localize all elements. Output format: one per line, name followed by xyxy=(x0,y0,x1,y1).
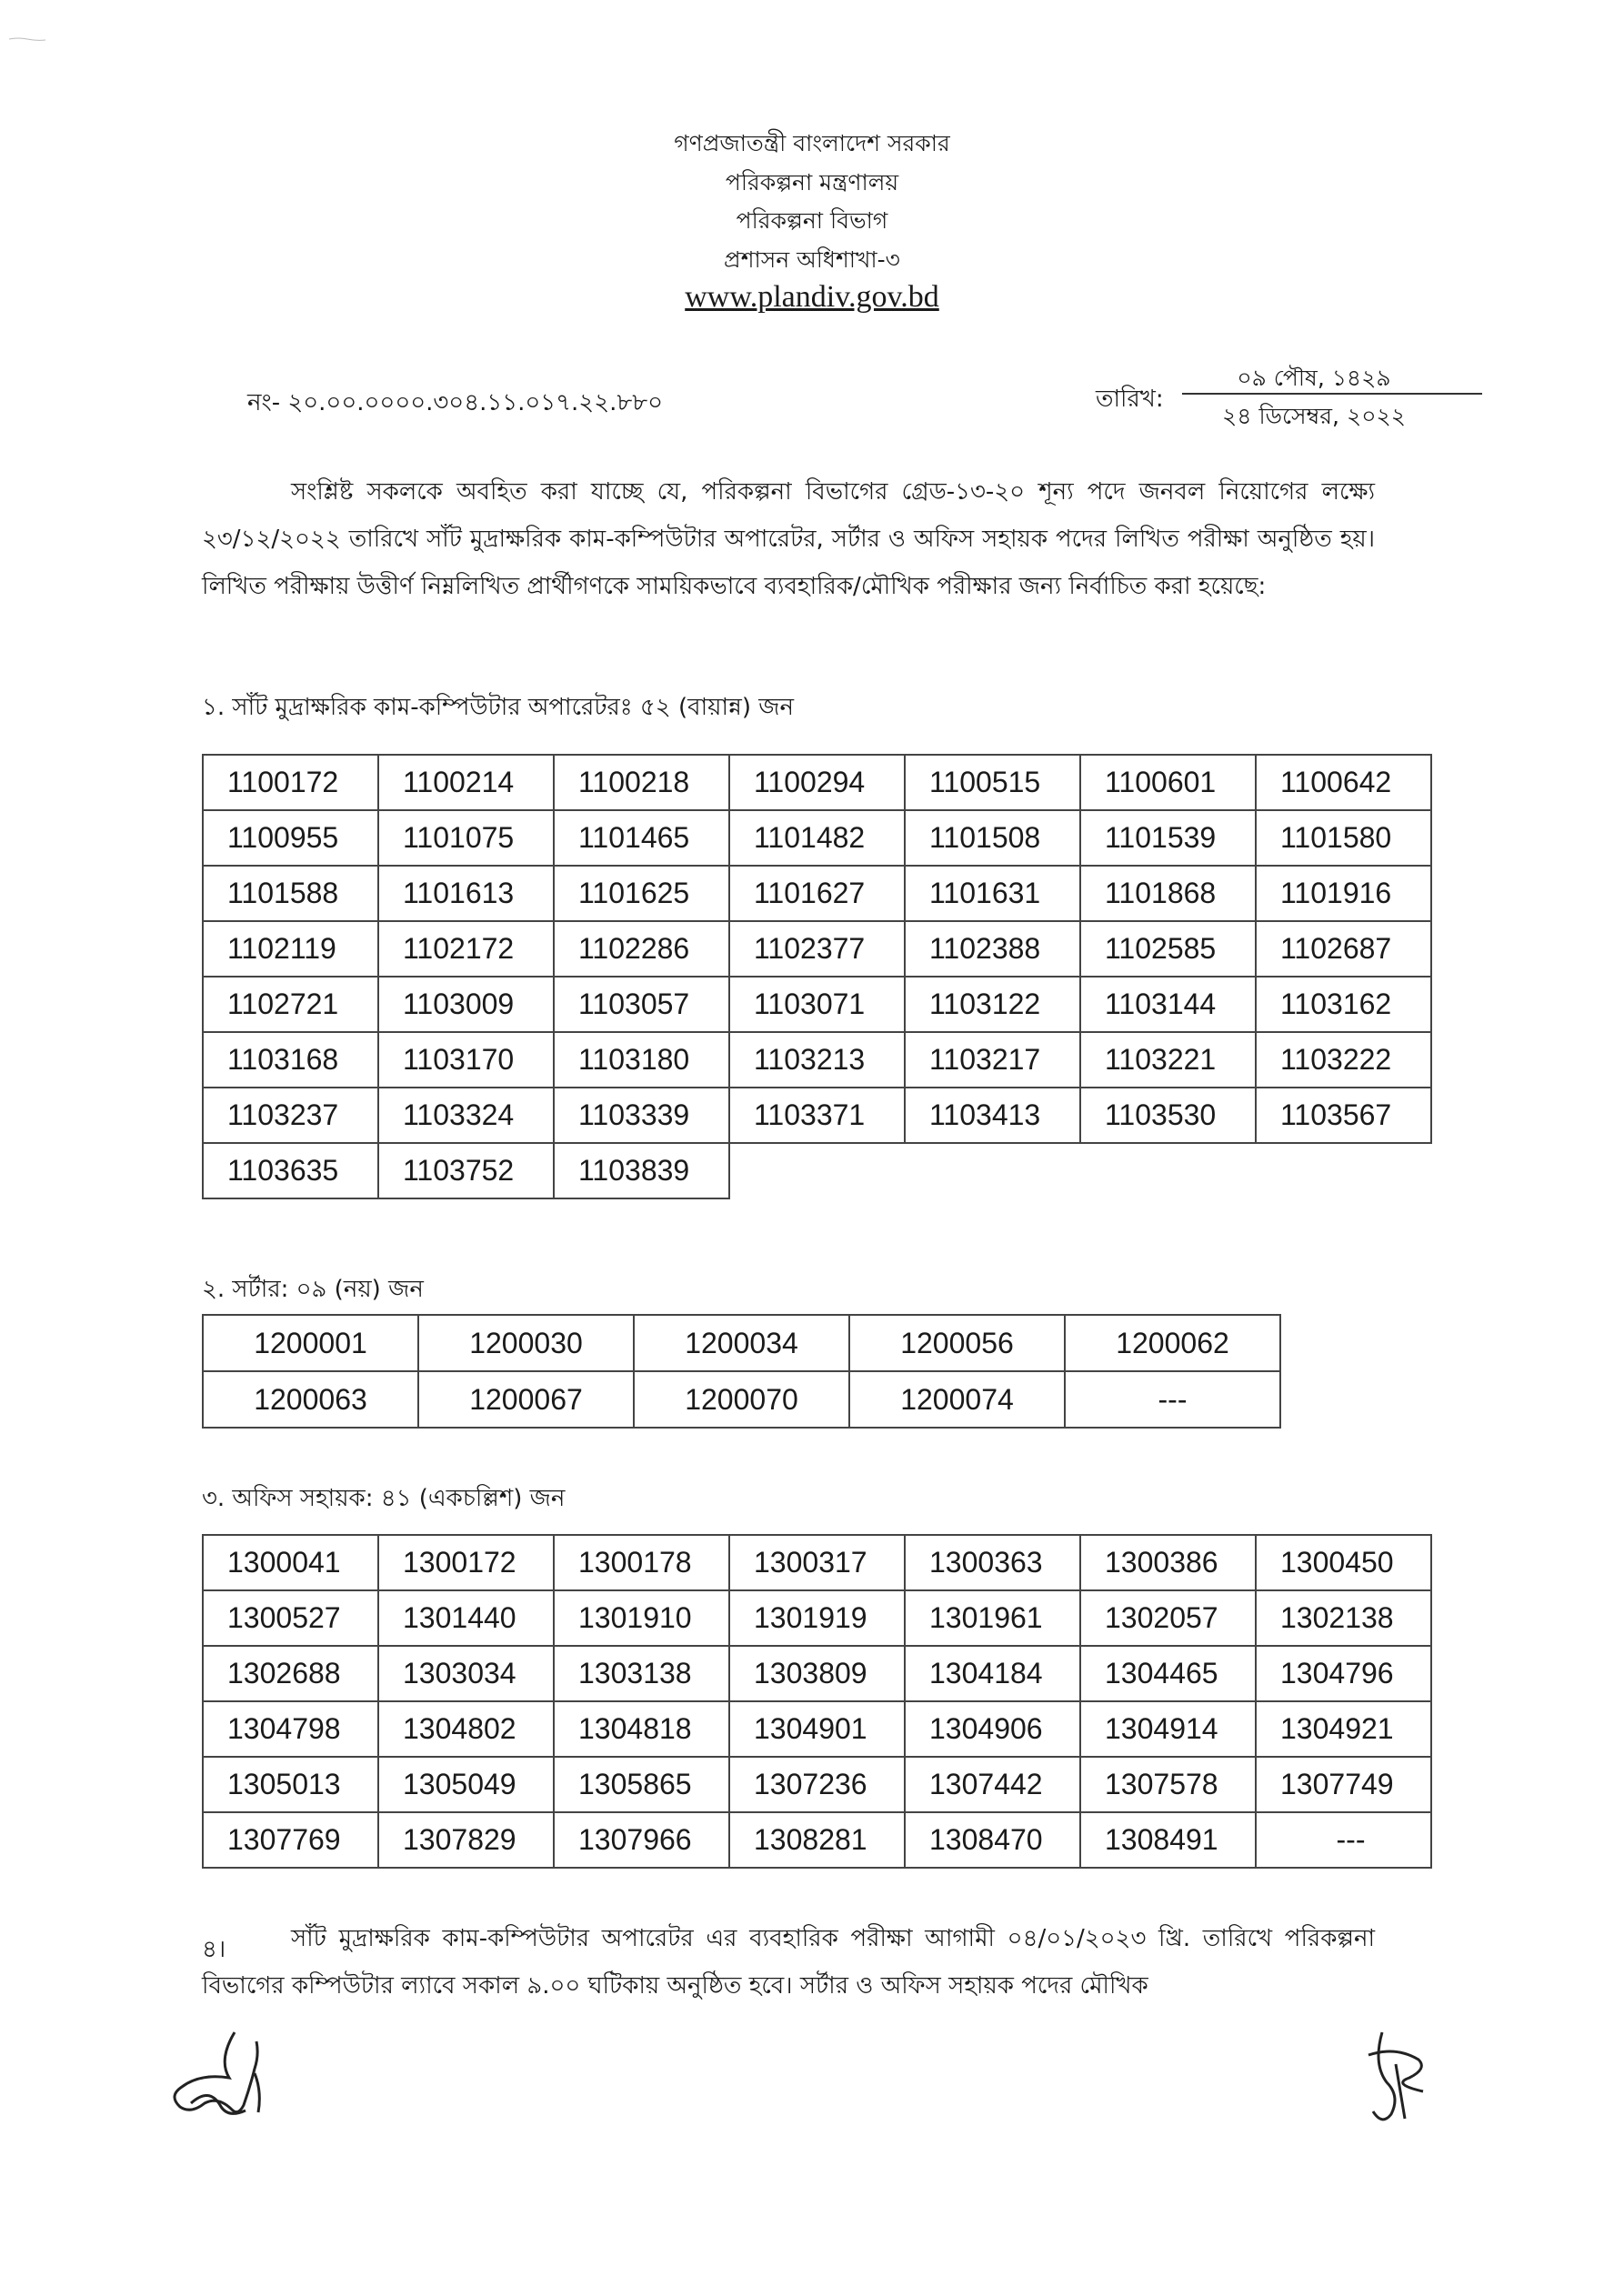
roll-number-cell: 1200074 xyxy=(849,1371,1065,1428)
roll-number-cell: 1200034 xyxy=(634,1315,849,1371)
roll-number-cell: 1103144 xyxy=(1080,977,1256,1032)
header-ministry: পরিকল্পনা মন্ত্রণালয় xyxy=(725,169,899,196)
roll-number-cell: 1101075 xyxy=(378,810,554,866)
roll-number-cell: 1302688 xyxy=(203,1646,378,1701)
roll-number-cell: 1103371 xyxy=(729,1088,905,1143)
roll-number-cell: 1300386 xyxy=(1080,1535,1256,1590)
roll-number-cell: 1304798 xyxy=(203,1701,378,1757)
header-division: পরিকল্পনা বিভাগ xyxy=(736,207,888,234)
header-government: গণপ্রজাতন্ত্রী বাংলাদেশ সরকার xyxy=(674,130,950,156)
roll-number-cell: 1103752 xyxy=(378,1143,554,1198)
roll-number-cell: 1300172 xyxy=(378,1535,554,1590)
roll-number-cell: 1102119 xyxy=(203,921,378,977)
roll-number-cell: 1103339 xyxy=(554,1088,729,1143)
roll-number-cell: 1303034 xyxy=(378,1646,554,1701)
roll-number-cell: 1304921 xyxy=(1256,1701,1431,1757)
note4-text: সাঁট মুদ্রাক্ষরিক কাম-কম্পিউটার অপারেটর এর ব্যবহারিক পরীক্ষা আগামী ০৪/০১/২০২৩ খ্রি. তারিখে পরিকল্পনা বিভাগের কম্পিউটার ল্যাবে সকাল ৯.০০ ঘটিকায় অনুষ্ঠিত হবে। সর্টার ও অফিস সহায়ক পদের মৌখিক xyxy=(202,1925,1375,2000)
roll-number-cell: 1103122 xyxy=(905,977,1080,1032)
roll-number-cell: 1300041 xyxy=(203,1535,378,1590)
roll-number-cell: 1103071 xyxy=(729,977,905,1032)
roll-number-cell: 1103567 xyxy=(1256,1088,1431,1143)
signature-left xyxy=(164,2023,282,2128)
roll-number-cell: 1103635 xyxy=(203,1143,378,1198)
roll-number-cell: 1102377 xyxy=(729,921,905,977)
roll-number-cell: 1103213 xyxy=(729,1032,905,1088)
roll-number-cell: 1101631 xyxy=(905,866,1080,921)
roll-number-cell: 1100601 xyxy=(1080,755,1256,810)
roll-number-cell: 1200067 xyxy=(418,1371,634,1428)
header-branch: প্রশাসন অধিশাখা-৩ xyxy=(724,246,900,273)
roll-number-cell: 1307578 xyxy=(1080,1757,1256,1812)
roll-number-cell: 1101482 xyxy=(729,810,905,866)
roll-number-cell: 1103324 xyxy=(378,1088,554,1143)
table-row xyxy=(203,1315,1280,1371)
roll-number-cell: 1200070 xyxy=(634,1371,849,1428)
roll-number-cell: 1307829 xyxy=(378,1812,554,1868)
roll-number-cell: 1200030 xyxy=(418,1315,634,1371)
roll-number-cell: 1308281 xyxy=(729,1812,905,1868)
roll-number-cell: 1304184 xyxy=(905,1646,1080,1701)
roll-number-cell: 1307749 xyxy=(1256,1757,1431,1812)
roll-number-cell: 1100642 xyxy=(1256,755,1431,810)
roll-number-cell: 1103009 xyxy=(378,977,554,1032)
roll-number-cell: 1307966 xyxy=(554,1812,729,1868)
roll-number-cell: 1102388 xyxy=(905,921,1080,977)
table-row xyxy=(203,1088,1431,1143)
intro-paragraph: সংশ্লিষ্ট সকলকে অবহিত করা যাচ্ছে যে, পরিকল্পনা বিভাগের গ্রেড-১৩-২০ শূন্য পদে জনবল নিয়োগের লক্ষ্যে ২৩/১২/২০২২ তারিখে সাঁট মুদ্রাক্ষরিক কাম-কম্পিউটার অপারেটর, সর্টার ও অফিস সহায়ক পদের লিখিত পরীক্ষা অনুষ্ঠিত হয়। লিখিত পরীক্ষায় উত্তীর্ণ নিম্নলিখিত প্রার্থীগণকে সাময়িকভাবে ব্যবহারিক/মৌখিক পরীক্ষার জন্য নির্বাচিত করা হয়েছে: xyxy=(202,478,1375,600)
roll-number-cell: 1101625 xyxy=(554,866,729,921)
section3-heading: ৩. অফিস সহায়ক: ৪১ (একচল্লিশ) জন xyxy=(202,1485,566,1512)
memo-number: নং- ২০.০০.০০০০.৩০৪.১১.০১৭.২২.৮৮০ xyxy=(247,389,664,416)
section2-heading: ২. সর্টার: ০৯ (নয়) জন xyxy=(202,1276,424,1303)
roll-number-cell: 1200063 xyxy=(203,1371,418,1428)
roll-number-cell: 1101580 xyxy=(1256,810,1431,866)
table-row xyxy=(203,977,1431,1032)
roll-number-cell: 1103839 xyxy=(554,1143,729,1198)
signature-right xyxy=(1355,2028,1437,2128)
roll-number-cell: 1103180 xyxy=(554,1032,729,1088)
roll-number-cell: 1102721 xyxy=(203,977,378,1032)
roll-number-cell: 1100172 xyxy=(203,755,378,810)
roll-number-cell: 1300178 xyxy=(554,1535,729,1590)
table-row xyxy=(203,921,1431,977)
roll-number-cell: 1301910 xyxy=(554,1590,729,1646)
roll-number-cell: 1101539 xyxy=(1080,810,1256,866)
roll-number-cell: 1300363 xyxy=(905,1535,1080,1590)
note4-number: ৪। xyxy=(202,1936,226,1963)
roll-number-cell: 1101588 xyxy=(203,866,378,921)
roll-number-cell: 1103170 xyxy=(378,1032,554,1088)
date-divider xyxy=(1182,393,1482,395)
header-website[interactable]: www.plandiv.gov.bd xyxy=(685,280,939,314)
table-row xyxy=(203,1032,1431,1088)
roll-number-cell: 1100294 xyxy=(729,755,905,810)
roll-number-cell: --- xyxy=(1065,1371,1280,1428)
roll-number-cell: 1102172 xyxy=(378,921,554,977)
date-english: ২৪ ডিসেম্বর, ২০২২ xyxy=(1222,403,1406,429)
roll-number-cell: 1308470 xyxy=(905,1812,1080,1868)
section3-table xyxy=(202,1534,1432,1869)
roll-number-cell: 1308491 xyxy=(1080,1812,1256,1868)
roll-number-cell: 1102687 xyxy=(1256,921,1431,977)
table-row xyxy=(203,1535,1431,1590)
table-row xyxy=(203,1757,1431,1812)
table-row xyxy=(203,866,1431,921)
table-row xyxy=(203,1646,1431,1701)
roll-number-cell: 1103222 xyxy=(1256,1032,1431,1088)
roll-number-cell: 1103237 xyxy=(203,1088,378,1143)
roll-number-cell: 1100515 xyxy=(905,755,1080,810)
roll-number-cell: 1103168 xyxy=(203,1032,378,1088)
roll-number-cell: 1102286 xyxy=(554,921,729,977)
roll-number-cell: 1304802 xyxy=(378,1701,554,1757)
roll-number-cell: 1303138 xyxy=(554,1646,729,1701)
section1-table xyxy=(202,754,1432,1199)
roll-number-cell: 1100218 xyxy=(554,755,729,810)
roll-number-cell: 1101868 xyxy=(1080,866,1256,921)
roll-number-cell: 1304796 xyxy=(1256,1646,1431,1701)
section1-heading: ১. সাঁট মুদ্রাক্ষরিক কাম-কম্পিউটার অপারেটরঃ ৫২ (বায়ান্ন) জন xyxy=(202,694,795,721)
roll-number-cell: 1102585 xyxy=(1080,921,1256,977)
date-label: তারিখ: xyxy=(1096,386,1164,413)
roll-number-cell: 1305049 xyxy=(378,1757,554,1812)
roll-number-cell: 1307442 xyxy=(905,1757,1080,1812)
roll-number-cell: 1302057 xyxy=(1080,1590,1256,1646)
roll-number-cell: 1305013 xyxy=(203,1757,378,1812)
date-bangla: ০৯ পৌষ, ১৪২৯ xyxy=(1237,365,1391,391)
roll-number-cell: 1302138 xyxy=(1256,1590,1431,1646)
roll-number-cell: 1103057 xyxy=(554,977,729,1032)
roll-number-cell: 1301440 xyxy=(378,1590,554,1646)
roll-number-cell: 1301919 xyxy=(729,1590,905,1646)
roll-number-cell: 1101627 xyxy=(729,866,905,921)
roll-number-cell: 1304901 xyxy=(729,1701,905,1757)
empty-cell xyxy=(729,1143,905,1198)
section2-table xyxy=(202,1314,1281,1429)
table-row xyxy=(203,1701,1431,1757)
table-row xyxy=(203,1590,1431,1646)
roll-number-cell: 1304818 xyxy=(554,1701,729,1757)
roll-number-cell: 1101465 xyxy=(554,810,729,866)
roll-number-cell: 1101916 xyxy=(1256,866,1431,921)
roll-number-cell: 1305865 xyxy=(554,1757,729,1812)
roll-number-cell: --- xyxy=(1256,1812,1431,1868)
roll-number-cell: 1103530 xyxy=(1080,1088,1256,1143)
roll-number-cell: 1103162 xyxy=(1256,977,1431,1032)
roll-number-cell: 1200056 xyxy=(849,1315,1065,1371)
table-row xyxy=(203,1143,1431,1198)
roll-number-cell: 1301961 xyxy=(905,1590,1080,1646)
table-row xyxy=(203,810,1431,866)
roll-number-cell: 1304914 xyxy=(1080,1701,1256,1757)
empty-cell xyxy=(905,1143,1080,1198)
empty-cell xyxy=(1256,1143,1431,1198)
roll-number-cell: 1100214 xyxy=(378,755,554,810)
roll-number-cell: 1307236 xyxy=(729,1757,905,1812)
roll-number-cell: 1103221 xyxy=(1080,1032,1256,1088)
roll-number-cell: 1300317 xyxy=(729,1535,905,1590)
roll-number-cell: 1307769 xyxy=(203,1812,378,1868)
table-row xyxy=(203,755,1431,810)
roll-number-cell: 1103217 xyxy=(905,1032,1080,1088)
table-row xyxy=(203,1812,1431,1868)
roll-number-cell: 1101613 xyxy=(378,866,554,921)
roll-number-cell: 1200062 xyxy=(1065,1315,1280,1371)
roll-number-cell: 1101508 xyxy=(905,810,1080,866)
roll-number-cell: 1304465 xyxy=(1080,1646,1256,1701)
roll-number-cell: 1303809 xyxy=(729,1646,905,1701)
roll-number-cell: 1100955 xyxy=(203,810,378,866)
roll-number-cell: 1304906 xyxy=(905,1701,1080,1757)
roll-number-cell: 1103413 xyxy=(905,1088,1080,1143)
roll-number-cell: 1200001 xyxy=(203,1315,418,1371)
roll-number-cell: 1300450 xyxy=(1256,1535,1431,1590)
table-row xyxy=(203,1371,1280,1428)
scan-mark xyxy=(9,36,45,42)
empty-cell xyxy=(1080,1143,1256,1198)
roll-number-cell: 1300527 xyxy=(203,1590,378,1646)
